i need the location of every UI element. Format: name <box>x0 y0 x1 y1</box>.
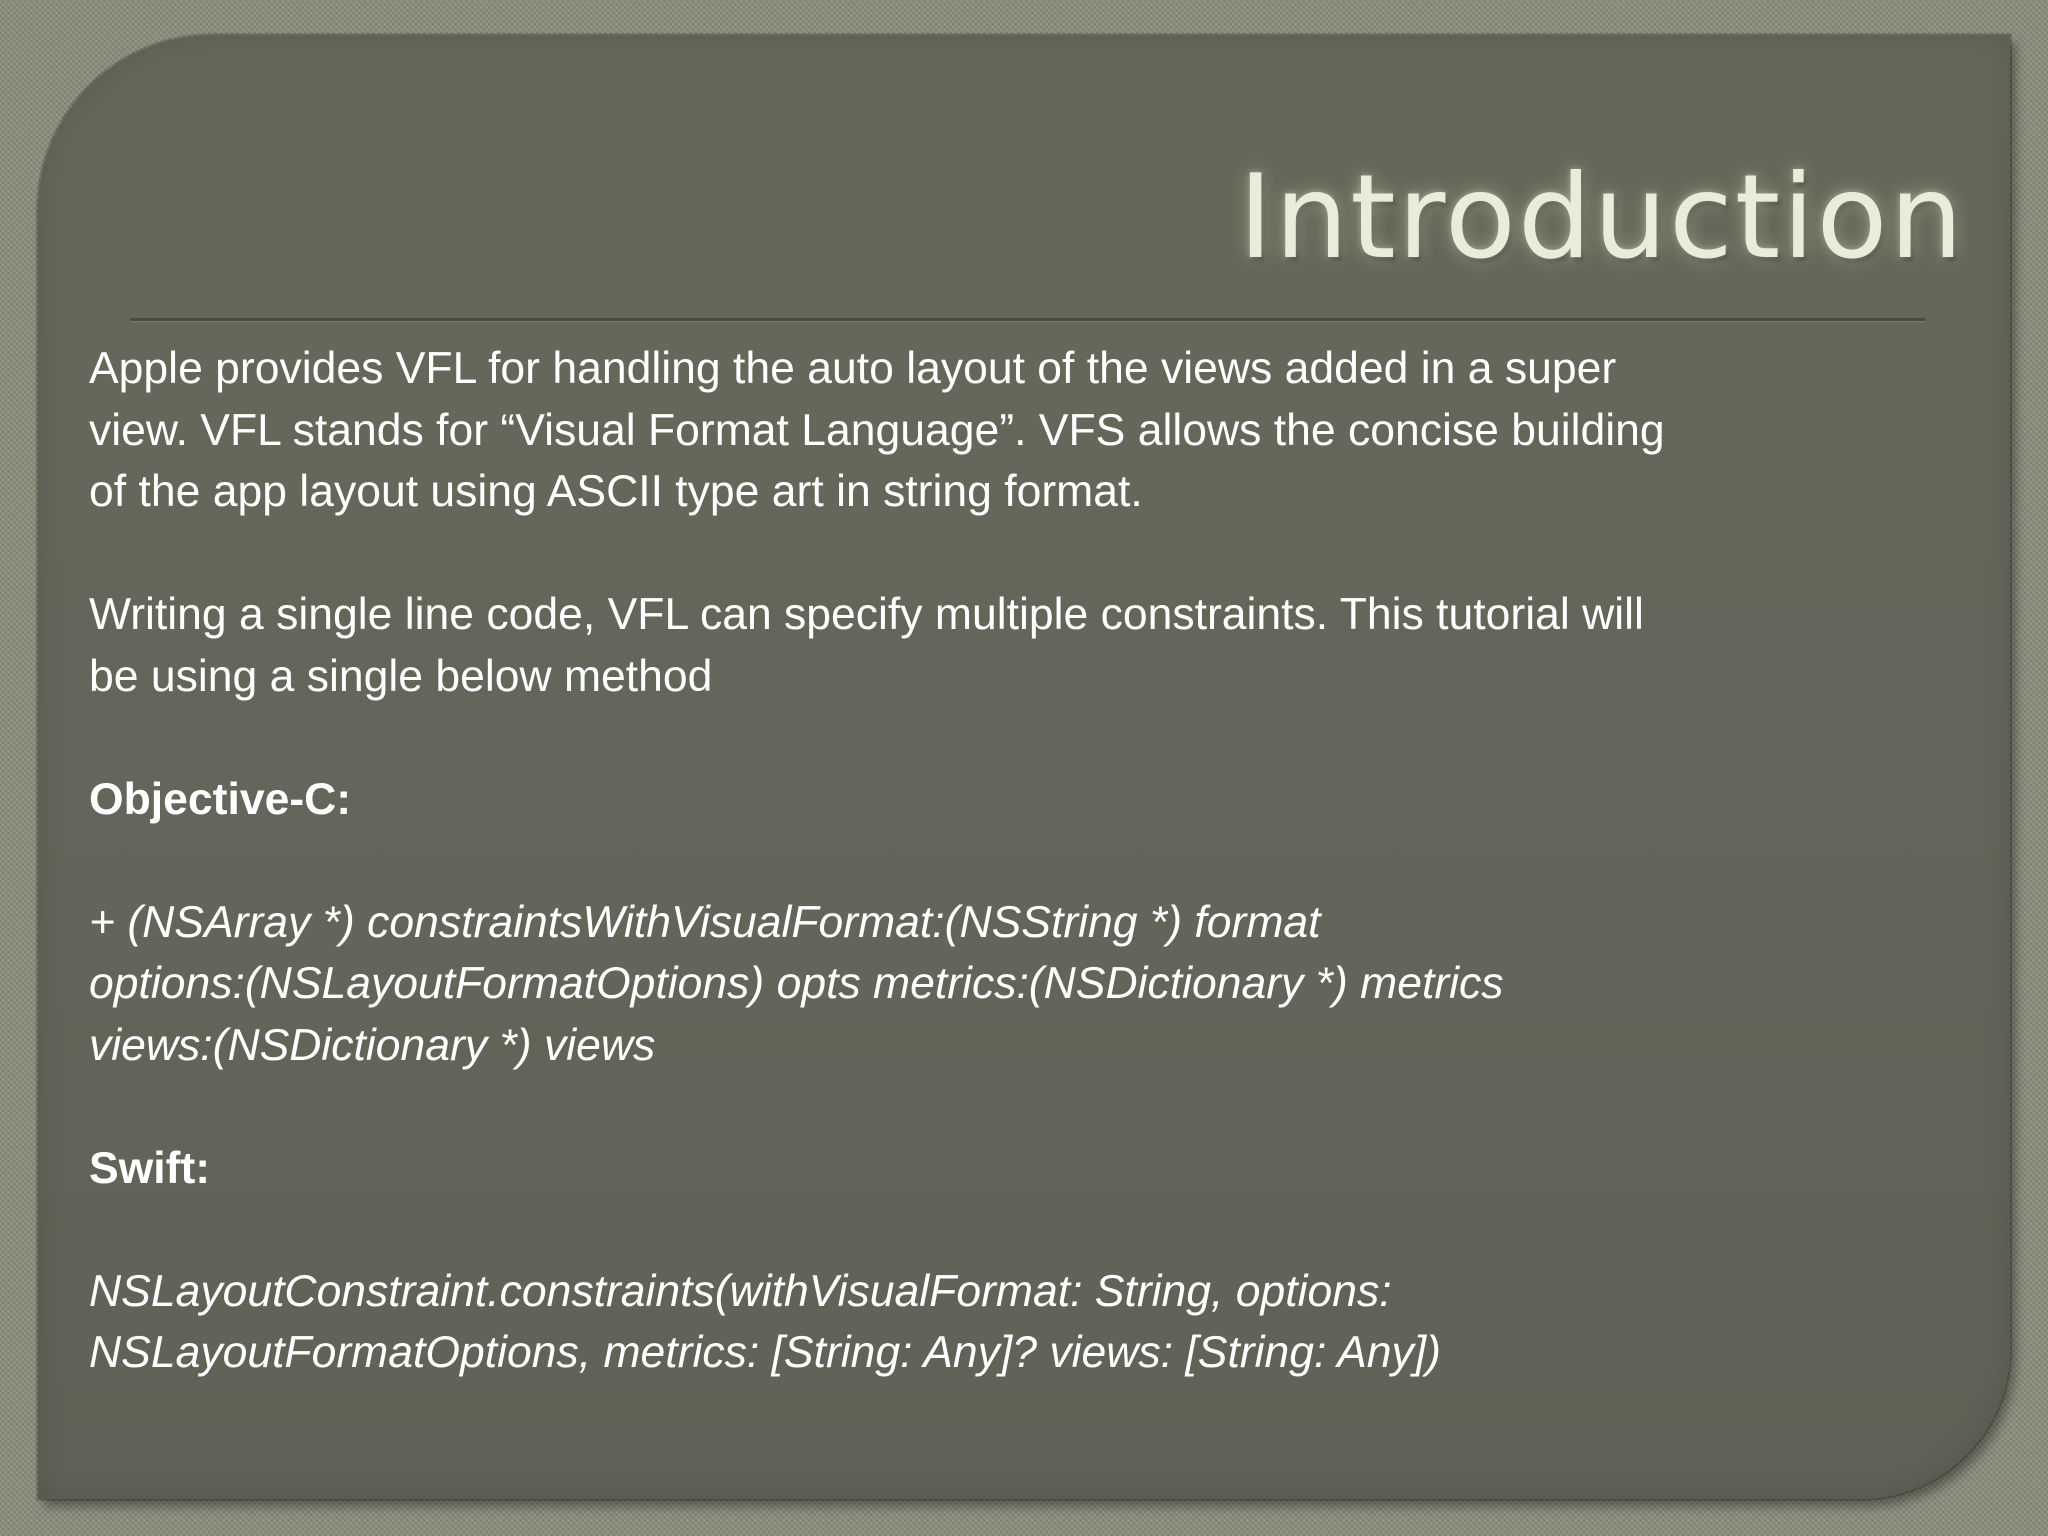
intro-line: of the app layout using ASCII type art in string format. <box>89 467 1143 516</box>
slide-body <box>89 338 1949 1384</box>
paragraph-spacer <box>89 830 1949 892</box>
paragraph-spacer <box>89 1076 1949 1138</box>
swift-code-line: NSLayoutFormatOptions, metrics: [String: Any]? views: [String: Any]) <box>89 1328 1441 1377</box>
objc-code-line: options:(NSLayoutFormatOptions) opts metrics:(NSDictionary *) metrics <box>89 959 1504 1008</box>
paragraph-spacer <box>89 1199 1949 1261</box>
method-line: Writing a single line code, VFL can specify multiple constraints. This tutorial will <box>89 590 1644 639</box>
intro-line: view. VFL stands for “Visual Format Language”. VFS allows the concise building <box>89 405 1665 455</box>
slide-title: Introduction <box>1238 150 1965 285</box>
swift-code-line: NSLayoutConstraint.constraints(withVisualFormat: String, options: <box>89 1266 1392 1316</box>
objc-heading: Objective-C: <box>89 774 352 824</box>
paragraph-spacer <box>89 707 1949 769</box>
title-divider <box>130 318 1925 321</box>
method-line: be using a single below method <box>89 651 713 701</box>
intro-line: Apple provides VFL for handling the auto layout of the views added in a super <box>89 344 1617 393</box>
swift-heading: Swift: <box>89 1143 211 1193</box>
paragraph-spacer <box>89 523 1949 585</box>
objc-code-line: + (NSArray *) constraintsWithVisualFormat:(NSString *) format <box>89 897 1321 947</box>
objc-code-line: views:(NSDictionary *) views <box>89 1020 656 1070</box>
